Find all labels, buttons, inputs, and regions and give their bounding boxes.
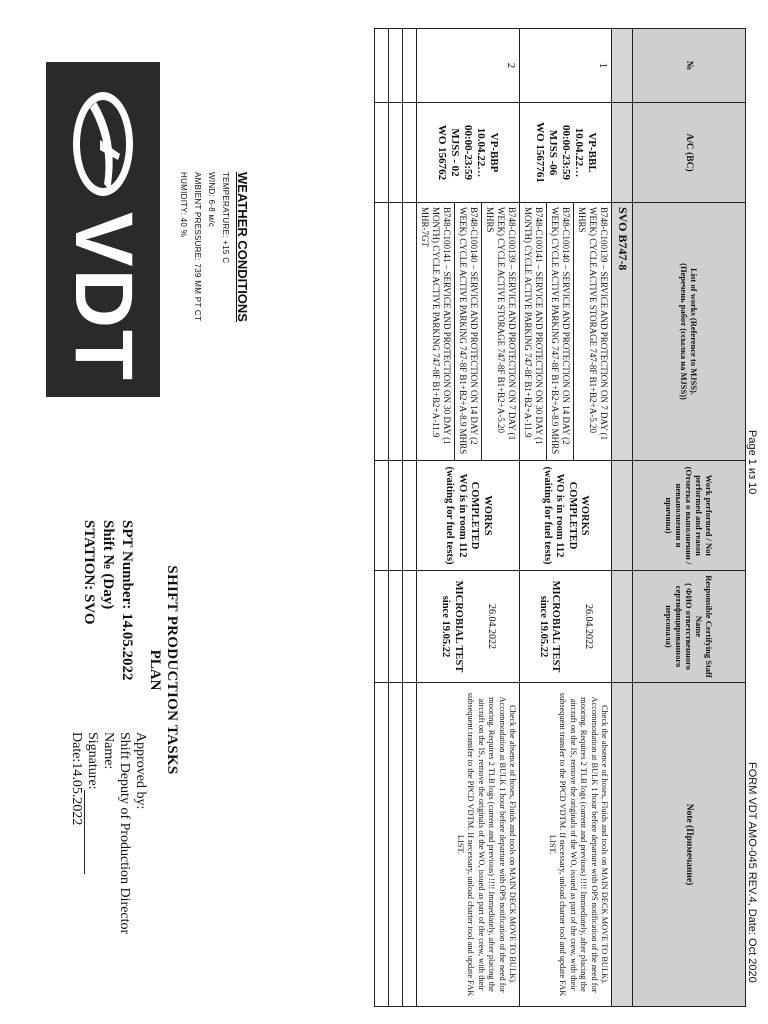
header-ac: A/C (ВС) bbox=[633, 103, 746, 203]
approval-date: Date:14.05.2022 bbox=[69, 732, 84, 826]
form-reference: FORM VDT AMO-045 REV.4, Date: Oct 2020 bbox=[746, 762, 758, 983]
header-list-of-works: List of works (Reference to MJSS). (Перечень работ (ссылка на MJSS)) bbox=[633, 203, 746, 461]
task-item: B748-C100139 – SERVICE AND PROTECTION ON 7 DAY (1 WEEK) CYCLE ACTIVE STORAGE 747-8F B1+B2+A-5.20 MHRS bbox=[485, 207, 517, 441]
table-header-row bbox=[633, 29, 746, 1007]
aircraft-registration: VP-BBL bbox=[586, 132, 598, 173]
vdt-logo bbox=[46, 62, 160, 397]
header-no: № bbox=[633, 29, 746, 103]
row-number: 2 bbox=[417, 29, 520, 103]
table-row bbox=[520, 29, 612, 1007]
table-row bbox=[417, 29, 520, 1007]
cert-date: 26.04.2022 bbox=[486, 604, 497, 649]
aircraft-wo: WO 156762 bbox=[436, 124, 449, 181]
weather-humidity: HUMIDITY: 40 % bbox=[179, 172, 188, 238]
signature-row bbox=[84, 732, 100, 982]
signature-line bbox=[84, 790, 97, 874]
status-cell bbox=[417, 461, 520, 571]
aircraft-cell bbox=[520, 103, 612, 203]
certifying-cell bbox=[520, 571, 612, 683]
logo-wordmark: VDT bbox=[58, 212, 149, 382]
approved-by-label: Approved by: bbox=[133, 732, 148, 810]
page-number: Page 1 из 10 bbox=[746, 430, 758, 495]
spt-number: SPT Number: 14.05.2022 bbox=[119, 520, 135, 681]
document-title: SHIFT PRODUCTION TASKS bbox=[164, 565, 180, 775]
tasks-cell bbox=[520, 203, 612, 461]
weather-title: WEATHER CONDITIONS bbox=[235, 172, 250, 322]
tasks-cell bbox=[417, 203, 520, 461]
task-divider bbox=[573, 203, 574, 460]
shift-tasks-table bbox=[374, 28, 746, 1007]
header-work-performed: Work performed / Not performed and reason (Отметка о выполнении / невыполнении и причина) bbox=[633, 461, 746, 571]
cert-microbial-test: MICROBIAL TEST since 19.05.22 bbox=[538, 580, 562, 673]
task-item: B748-C100141 – SERVICE AND PROTECTION ON 30 DAY (1 MONTH) CYCLE ACTIVE PARKING 747-8F B1+B2+A-11.9 MHR-7GT bbox=[420, 207, 452, 445]
note-cell: Check the absence of hoses, Fluids and tools on MAIN DECK MOVE TO BULK). Accommodation at BULK 1 hour before departure with OPS notification of the need for mooring. Requires 2 TLB logs (current and previous) !!!! Immediately, after placing the aircraft on the IS, remove the originals of the WO, issued as part of the crew, with their subsequent transfer to the PPCD VDTM. If necessary, unload charter tool and update FAK LIST. bbox=[417, 683, 520, 1007]
weather-conditions bbox=[179, 172, 250, 432]
task-divider bbox=[546, 203, 547, 460]
signature-label: Signature: bbox=[85, 732, 100, 790]
empty-row bbox=[403, 29, 417, 1007]
cert-date: 26.04.2022 bbox=[583, 604, 595, 649]
status-wo-room: WO is in room 112 (waiting for fuel tests) bbox=[542, 466, 566, 565]
approval-block bbox=[68, 732, 148, 982]
section-row bbox=[612, 29, 633, 1007]
weather-pressure: AMBIENT PRESSURE: 739 MM PT CT bbox=[193, 172, 202, 322]
aircraft-mjss: MJSS -06 bbox=[547, 129, 559, 176]
aircraft-time: 00:00-23:59 bbox=[462, 125, 475, 180]
document-subtitle: PLAN bbox=[147, 649, 163, 691]
note-cell: Check the absence of hoses, Fluids and tools on MAIN DECK MOVE TO BULK). Accommodation at BULK 1 hour before departure with OPS notification of the need for mooring. Requires 2 TLB logs (current and previous) !!!! Immediately, after placing the aircraft on the IS, remove the originals of the WO, issued as part of the crew, with their subsequent transfer to the PPCD VDTM. If necessary, unload charter tool and update FAK LIST. bbox=[520, 683, 612, 1007]
aircraft-time: 00:00-23:59 bbox=[560, 125, 572, 180]
station: STATION: SVO bbox=[81, 520, 97, 625]
cert-microbial-test: MICROBIAL TEST since 19.05.22 bbox=[440, 580, 464, 673]
weather-wind: WIND: 6-8 м/с bbox=[207, 172, 216, 228]
approver-role: Shift Deputy of Production Director bbox=[117, 732, 132, 935]
name-label: Name: bbox=[101, 732, 116, 770]
row-number: 1 bbox=[520, 29, 612, 103]
airline-emblem-icon bbox=[66, 88, 140, 200]
header-note: Note (Примечание) bbox=[633, 683, 746, 1007]
aircraft-date: 10.04.22… bbox=[573, 127, 585, 178]
task-item: B748-C100140 – SERVICE AND PROTECTION ON 14 DAY (2 WEEK) CYCLE ACTIVE PARKING 747-8F B1+B2+A-8.9 MHRS bbox=[458, 207, 479, 455]
status-completed: WORKS COMPLETED bbox=[567, 481, 591, 550]
status-cell bbox=[520, 461, 612, 571]
aircraft-date: 10.04.22… bbox=[475, 127, 488, 178]
task-divider bbox=[481, 203, 482, 460]
task-divider bbox=[454, 203, 455, 460]
certifying-cell bbox=[417, 571, 520, 683]
section-title: SVO B747-8 bbox=[612, 203, 633, 461]
empty-row bbox=[389, 29, 403, 1007]
aircraft-cell bbox=[417, 103, 520, 203]
aircraft-mjss: MJSS - 02 bbox=[449, 128, 462, 177]
shift-number: Shift № (Day) bbox=[100, 520, 116, 610]
task-item: B748-C100140 – SERVICE AND PROTECTION ON 14 DAY (2 WEEK) CYCLE ACTIVE PARKING 747-8F B1+B2+A-8.9 MHRS bbox=[550, 207, 571, 455]
aircraft-registration: VP-BBP bbox=[488, 132, 501, 173]
weather-temperature: TEMPERATURE: +15 C bbox=[221, 172, 230, 264]
empty-row bbox=[375, 29, 389, 1007]
aircraft-wo: WO 1567761 bbox=[534, 122, 546, 183]
status-completed: WORKS COMPLETED bbox=[469, 481, 493, 550]
task-item: B748-C100139 – SERVICE AND PROTECTION ON 7 DAY (1 WEEK) CYCLE ACTIVE STORAGE 747-8F B1+B2+A-5.20 MHRS bbox=[577, 207, 609, 441]
header-certifying-staff: Responsible Certifying Staff Name ( ФИО ответственного сертифицированного персонала) bbox=[633, 571, 746, 683]
status-wo-room: WO is in room 112 (waiting for fuel tests) bbox=[444, 466, 468, 565]
task-item: B748-C100141 – SERVICE AND PROTECTION ON 30 DAY (1 MONTH) CYCLE ACTIVE PARKING 747-8F B1+B2+A-11.9 bbox=[523, 207, 544, 445]
